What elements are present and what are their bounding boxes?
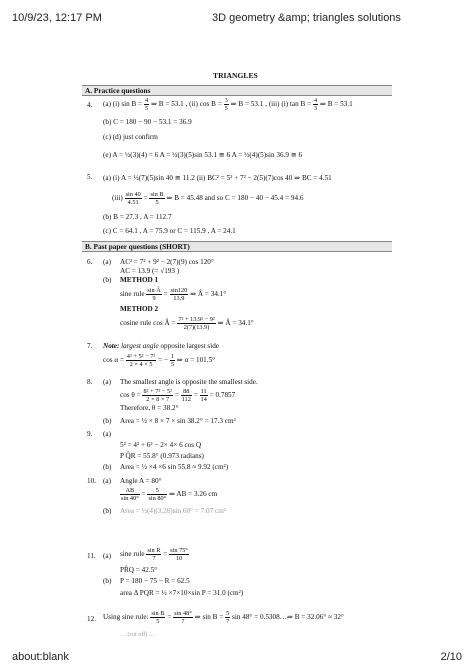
q6-a-label: (a): [103, 258, 111, 266]
q10-sine: $\frac{AB}{\sin 40^\circ}$ = $\frac{5}{\sin 80^\circ}$ ⇒ AB = 3.26 cm: [121, 487, 218, 502]
q7-cos: cos α = $\frac{\text{4² + 5² − 7²}}{2 \times 4 \times 5}$ = − $\frac{1}{5}$ ⇒ α = 101.5°: [103, 353, 216, 368]
q9-number: 9.: [87, 430, 93, 438]
q5-part-c: (c) C = 64.1 , A = 75.9 or C = 115.9 , A = 24.1: [103, 227, 236, 235]
q8-b-area: Area = ½ × 8 × 7 × sin 38.2° = 17.3 cm²: [120, 417, 236, 425]
q11-b-label: (b): [103, 577, 112, 585]
q5-number: 5.: [87, 173, 93, 181]
q10-number: 10.: [87, 477, 96, 485]
section-a-header: [82, 85, 392, 96]
q4-part-c: (c) (d) just confirm: [103, 133, 158, 141]
q6-cosine-rule: cosine rule cos Â = $\frac{\text{7² + 13.9² − 9²}}{2(7)(13.9)}$ ⇒ Â = 34.1°: [120, 316, 254, 331]
q5-part-b: (b) B = 27.3 , A = 112.7: [103, 213, 172, 221]
q10-b-label: (b): [103, 507, 112, 515]
q10-a-line1: Angle A = 80°: [120, 477, 162, 485]
q9-a-label: (a): [103, 430, 111, 438]
q6-method2: METHOD 2: [120, 305, 159, 313]
section-a-label: A. Practice questions: [85, 86, 151, 95]
q8-a-line1: The smallest angle is opposite the smallest side.: [120, 378, 258, 386]
q7-note: Note: largest angle opposite largest side: [103, 342, 219, 350]
q6-method1: METHOD 1: [120, 276, 159, 284]
q8-cos: cos θ = $\frac{\text{8² + 7² − 5²}}{2 \times 8 \times 7}$ = $\frac{88}{112}$ = $\frac{11}{14}$ = 0.7857: [120, 388, 236, 403]
q7-number: 7.: [87, 342, 93, 350]
q5-part-a-iii: (iii) $\frac{\sin 40}{4.51}$ = $\frac{\text{sin B}}{5}$ ⇒ B = 45.48 and so C = 180 − 40 − 45.4 = 94.6: [112, 191, 304, 206]
q6-a-line2: AC = 13.9 (= √193 ): [120, 267, 180, 275]
print-datetime: 10/9/23, 12:17 PM: [12, 12, 102, 24]
q6-sine-rule: sine rule $\frac{\text{sin Â}}{9}$ = $\frac{\sin 120}{13.9}$ ⇒ Â = 34.1°: [120, 287, 227, 302]
q9-b-area: Area = ½ ×4 ×6 sin 55.8 ≈ 9.92 (cm²): [120, 463, 229, 471]
q4-part-e: (e) A = ½(3)(4) = 6 A = ½(3)(5)sin 53.1 ≅ 6 A = ½(4)(5)sin 36.9 ≅ 6: [103, 151, 303, 159]
q11-number: 11.: [87, 552, 96, 560]
doc-title: TRIANGLES: [213, 71, 258, 80]
q4-part-b: (b) C = 180 − 90 − 53.1 = 36.9: [103, 118, 192, 126]
q4-number: 4.: [87, 101, 93, 109]
q12-sine: Using sine rule: $\frac{\text{sin B}}{5}$ = $\frac{\sin 48^\circ}{7}$ ⇒ sin B = $\frac{5}{7}$ sin 48° = 0.5308…⇒ B = 32.06° ≈ 32°: [103, 610, 344, 625]
q6-a-line1: AC² = 7² + 9² − 2(7)(9) cos 120°: [120, 258, 214, 266]
q9-a-line2: P Q̂R = 55.8° (0.973 radians): [120, 452, 204, 460]
print-page-title: 3D geometry &amp; triangles solutions: [212, 12, 401, 24]
q8-b-label: (b): [103, 417, 112, 425]
section-b-header: [82, 241, 392, 252]
q8-number: 8.: [87, 378, 93, 386]
q4-part-a: (a) (i) sin B = $\frac{4}{5}$ ⇒ B = 53.1 , (ii) cos B = $\frac{3}{5}$ ⇒ B = 53.1 , (iii) (i) tan B = $\frac{4}{3}$ ⇒ B = 53.1: [103, 97, 353, 112]
q6-b-label: (b): [103, 276, 112, 284]
q6-number: 6.: [87, 258, 93, 266]
print-page-number: 2/10: [440, 651, 462, 663]
q12-number: 12.: [87, 615, 96, 623]
q5-part-a: (a) (i) A = ½(7)(5)sin 40 ≅ 11.2 (ii) BC² = 5² + 7² − 2(5)(7)cos 40 ⇒ BC = 4.51: [103, 174, 332, 182]
q9-a-line1: 5² = 4² + 6² − 2× 4× 6 cos Q: [120, 441, 202, 449]
q11-sine: sine rule $\frac{\text{sin R}}{7}$ = $\frac{\sin 75^\circ}{10}$: [120, 547, 188, 562]
q10-b-area: Area = ½(4)(3.26)sin 60° = 7.07 cm²: [120, 507, 226, 515]
q8-therefore: Therefore, θ = 38.2°: [120, 404, 179, 412]
q10-a-label: (a): [103, 477, 111, 485]
q9-b-label: (b): [103, 463, 112, 471]
q8-a-label: (a): [103, 378, 111, 386]
print-url: about:blank: [12, 651, 69, 663]
q11-a-line2: PR̂Q = 42.5°: [120, 566, 158, 574]
section-b-label: B. Past paper questions (SHORT): [85, 242, 190, 251]
q11-a-label: (a): [103, 552, 111, 560]
q11-b-line1: P = 180 − 75 − R = 62.5: [120, 577, 190, 585]
q11-b-line2: area Δ PQR = ½ ×7×10×sin P = 31.0 (cm²): [120, 589, 244, 597]
q12-cutoff: … (cut off) …: [120, 632, 155, 638]
